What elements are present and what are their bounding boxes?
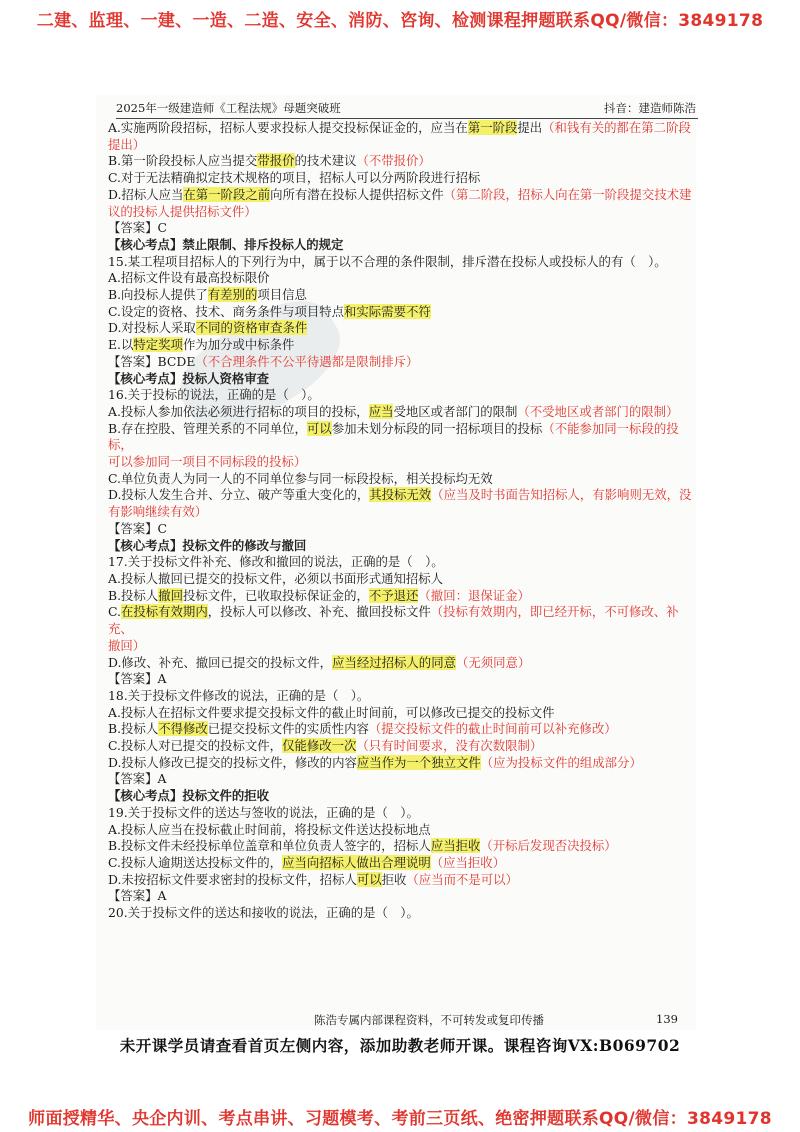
content-line	[108, 404, 698, 421]
content-line	[108, 788, 698, 805]
red-annotation: （应当及时书面告知招标人，有影响则无效，没	[431, 487, 692, 503]
content-line	[108, 137, 698, 154]
red-annotation: （应当拒收）	[430, 854, 506, 870]
text-segment: 已提交投标文件的实质性内容	[207, 721, 369, 737]
content-line	[108, 354, 698, 371]
text-segment: C.对于无法精确拟定技术规格的项目，招标人可以分两阶段进行招标	[108, 170, 481, 186]
red-annotation: （提交投标文件的截止时间前可以补充修改）	[368, 721, 617, 737]
content-line	[108, 387, 698, 404]
content-line	[108, 905, 698, 922]
red-annotation: （应为投标文件的组成部分）	[480, 754, 642, 770]
text-segment: 15.某工程项目招标人的下列行为中，属于以不合理的条件限制，排斥潜在投标人或投标人的有（ ）。	[108, 253, 667, 269]
text-segment: B.投标人	[108, 721, 159, 737]
content-line	[108, 721, 698, 738]
highlighted-text: 第一阶段	[467, 120, 518, 135]
text-segment: 【答案】C	[108, 220, 168, 236]
red-annotation: （开标后发现否决投标）	[480, 838, 617, 854]
text-segment: C.单位负责人为同一人的不同单位参与同一标段投标，相关投标均无效	[108, 470, 493, 486]
content-line	[108, 588, 698, 605]
highlighted-text: 和实际需要不符	[344, 303, 431, 319]
top-ad-banner: 二建、监理、一建、一造、二造、安全、消防、咨询、检测课程押题联系QQ/微信：3849178	[36, 11, 764, 31]
red-annotation: （不带报价）	[356, 153, 431, 169]
text-segment: A.投标人在招标文件要求提交投标文件的截止时间前，可以修改已提交的投标文件	[108, 704, 555, 720]
core-point-heading: 【核心考点】禁止限制、排斥投标人的规定	[108, 236, 344, 252]
text-segment: C.设定的资格、技术、商务条件与项目特点	[108, 303, 345, 319]
text-segment: 20.关于投标文件的送达和接收的说法，正确的是（ ）。	[108, 905, 419, 921]
content-line	[108, 421, 698, 454]
red-annotation: （无须同意）	[455, 654, 531, 670]
content-line	[108, 270, 698, 287]
content-line	[108, 822, 698, 839]
red-annotation: 可以参加同一项目不同标段的投标）	[108, 454, 307, 470]
content-line	[108, 755, 698, 772]
text-segment: 【答案】A	[108, 771, 167, 787]
header-title: 2025年一级建造师《工程法规》母题突破班	[116, 101, 341, 115]
content-line	[108, 855, 698, 872]
red-annotation: （撤回：退保证金）	[418, 587, 530, 603]
content-line	[108, 688, 698, 705]
highlighted-text: 应当作为一个独立文件	[356, 754, 481, 770]
content-line	[108, 254, 698, 271]
text-segment: B.第一阶段投标人应当提交	[108, 153, 258, 169]
highlighted-text: 应当经过招标人的同意	[332, 654, 456, 670]
text-segment: B.向投标人提供了	[108, 287, 208, 303]
highlighted-text: 撤回	[158, 587, 183, 603]
content-line	[108, 487, 698, 504]
text-segment: 作为加分或中标条件	[182, 337, 295, 353]
text-segment: D.投标人发生合并、分立、破产等重大变化的，	[108, 487, 370, 503]
highlighted-text: 在投标有效期内	[120, 604, 208, 620]
text-segment: 17.关于投标文件补充、修改和撤回的说法，正确的是（ ）。	[108, 554, 444, 570]
text-segment: 拒收	[381, 871, 407, 887]
content-line	[108, 538, 698, 555]
red-annotation: （不合理条件不公平待遇都是限制排斥）	[195, 353, 419, 369]
red-annotation: （不能参加同一标段的投标，	[108, 420, 679, 453]
text-segment: B.存在控股、管理关系的不同单位，	[108, 420, 307, 436]
content-line	[108, 337, 698, 354]
content-line	[108, 187, 698, 204]
content-line	[108, 320, 698, 337]
content-line	[108, 554, 698, 571]
red-annotation: （只有时间要求，没有次数限制）	[356, 738, 543, 754]
page-footer	[96, 1012, 696, 1030]
text-segment: 项目信息	[257, 287, 307, 303]
content-line	[108, 771, 698, 788]
text-segment: 【答案】A	[108, 888, 167, 904]
header-author: 抖音：建造师陈浩	[604, 101, 696, 115]
red-annotation: （和钱有关的都在第二阶段	[542, 120, 691, 135]
bottom-ad-banner: 师面授精华、央企内训、考点串讲、习题模考、考前三页纸、绝密押题联系QQ/微信：3849178	[28, 1109, 772, 1129]
text-segment: 投标文件，已收取投标保证金的，	[183, 587, 369, 603]
content-line	[108, 287, 698, 304]
content-line	[108, 655, 698, 672]
text-segment: A.投标人应当在投标截止时间前，将投标文件送达投标地点	[108, 821, 431, 837]
text-segment: A.招标文件设有最高投标限价	[108, 270, 270, 286]
red-annotation: 提出）	[108, 136, 146, 152]
highlighted-text: 其投标无效	[369, 487, 432, 503]
content-line	[108, 571, 698, 588]
content-line	[108, 220, 698, 237]
text-segment: 参加未划分标段的同一招标项目的投标	[331, 420, 543, 436]
content-line	[108, 838, 698, 855]
text-segment: 16.关于投标的说法，正确的是（ ）。	[108, 387, 320, 403]
text-segment: D.未按招标文件要求密封的投标文件，招标人	[108, 871, 357, 887]
content-line	[108, 454, 698, 471]
core-point-heading: 【核心考点】投标文件的修改与撤回	[108, 537, 307, 553]
text-segment: ，投标人可以修改、补充、撤回投标文件	[207, 604, 431, 620]
text-segment: 【答案】BCDE	[108, 353, 196, 369]
text-segment: E.以	[108, 337, 134, 353]
content-line	[108, 471, 698, 488]
page-number: 139	[656, 1012, 678, 1026]
highlighted-text: 特定奖项	[133, 337, 183, 353]
highlighted-text: 应当向招标人做出合理说明	[282, 854, 431, 870]
text-segment: D.招标人应当	[108, 186, 184, 202]
red-annotation: （不受地区或者部门的限制）	[517, 403, 679, 419]
highlighted-text: 有差别的	[207, 287, 258, 303]
content-line	[108, 504, 698, 521]
red-annotation: （投标有效期内，即已经开标，不可修改、补充、	[108, 604, 679, 637]
content-line	[108, 521, 698, 538]
footer-copyright: 陈浩专属内部课程资料，不可转发或复印传播	[314, 1013, 544, 1027]
text-segment: 提出	[517, 120, 543, 135]
content-line	[108, 237, 698, 254]
text-segment: 的技术建议	[294, 153, 357, 169]
text-segment: A.投标人撤回已提交的投标文件，必须以书面形式通知招标人	[108, 570, 444, 586]
text-segment: D.对投标人采取	[108, 320, 196, 336]
page-header	[116, 100, 698, 119]
highlighted-text: 带报价	[257, 153, 295, 169]
text-segment: 19.关于投标文件的送达与签收的说法，正确的是（ ）。	[108, 804, 419, 820]
text-segment: 向所有潜在投标人提供招标文件	[270, 186, 444, 202]
text-segment: 受地区或者部门的限制	[393, 403, 518, 419]
content-line	[108, 671, 698, 688]
highlighted-text: 可以	[306, 420, 332, 436]
content-line	[108, 738, 698, 755]
text-segment: B.投标人	[108, 587, 159, 603]
question-content	[108, 120, 698, 922]
text-segment: C.投标人逾期送达投标文件的，	[108, 854, 283, 870]
course-note: 未开课学员请查看首页左侧内容，添加助教老师开课。课程咨询VX:B069702	[119, 1036, 681, 1055]
text-segment: D.投标人修改已提交的投标文件，修改的内容	[108, 754, 357, 770]
content-line	[108, 120, 698, 137]
text-segment: A.投标人参加依法必须进行招标的项目的投标，	[108, 403, 369, 419]
text-segment: 【答案】A	[108, 671, 167, 687]
content-line	[108, 705, 698, 722]
text-segment: 18.关于投标文件修改的说法，正确的是（ ）。	[108, 687, 370, 703]
text-segment: D.修改、补充、撤回已提交的投标文件，	[108, 654, 333, 670]
red-annotation: （第二阶段，招标人向在第一阶段提交技术建	[443, 186, 692, 202]
content-line	[108, 170, 698, 187]
core-point-heading: 【核心考点】投标文件的拒收	[108, 788, 270, 804]
red-annotation: 撤回）	[108, 637, 146, 653]
content-line	[108, 604, 698, 637]
highlighted-text: 应当拒收	[430, 838, 481, 854]
red-annotation: 议的投标人提供招标文件）	[108, 203, 257, 219]
content-line	[108, 888, 698, 905]
content-line	[108, 872, 698, 889]
text-segment: 【答案】C	[108, 520, 168, 536]
content-line	[108, 153, 698, 170]
red-annotation: 有影响继续有效）	[108, 504, 208, 520]
highlighted-text: 应当	[368, 403, 394, 419]
text-segment: C.	[108, 604, 121, 620]
highlighted-text: 不同的资格审查条件	[195, 320, 308, 336]
red-annotation: （应当而不是可以）	[406, 871, 518, 887]
highlighted-text: 不得修改	[158, 721, 208, 737]
content-line	[108, 805, 698, 822]
text-segment: B.投标文件未经投标单位盖章和单位负责人签字的，招标人	[108, 838, 431, 854]
highlighted-text: 仅能修改一次	[282, 738, 357, 754]
highlighted-text: 可以	[356, 871, 382, 887]
highlighted-text: 在第一阶段之前	[183, 186, 271, 202]
content-line	[108, 638, 698, 655]
text-segment: C.投标人对已提交的投标文件，	[108, 738, 283, 754]
content-line	[108, 371, 698, 388]
core-point-heading: 【核心考点】投标人资格审查	[108, 370, 270, 386]
highlighted-text: 不予退还	[368, 587, 419, 603]
content-line	[108, 304, 698, 321]
content-line	[108, 204, 698, 221]
text-segment: A.实施两阶段招标，招标人要求投标人提交投标保证金的，应当在	[108, 120, 468, 135]
